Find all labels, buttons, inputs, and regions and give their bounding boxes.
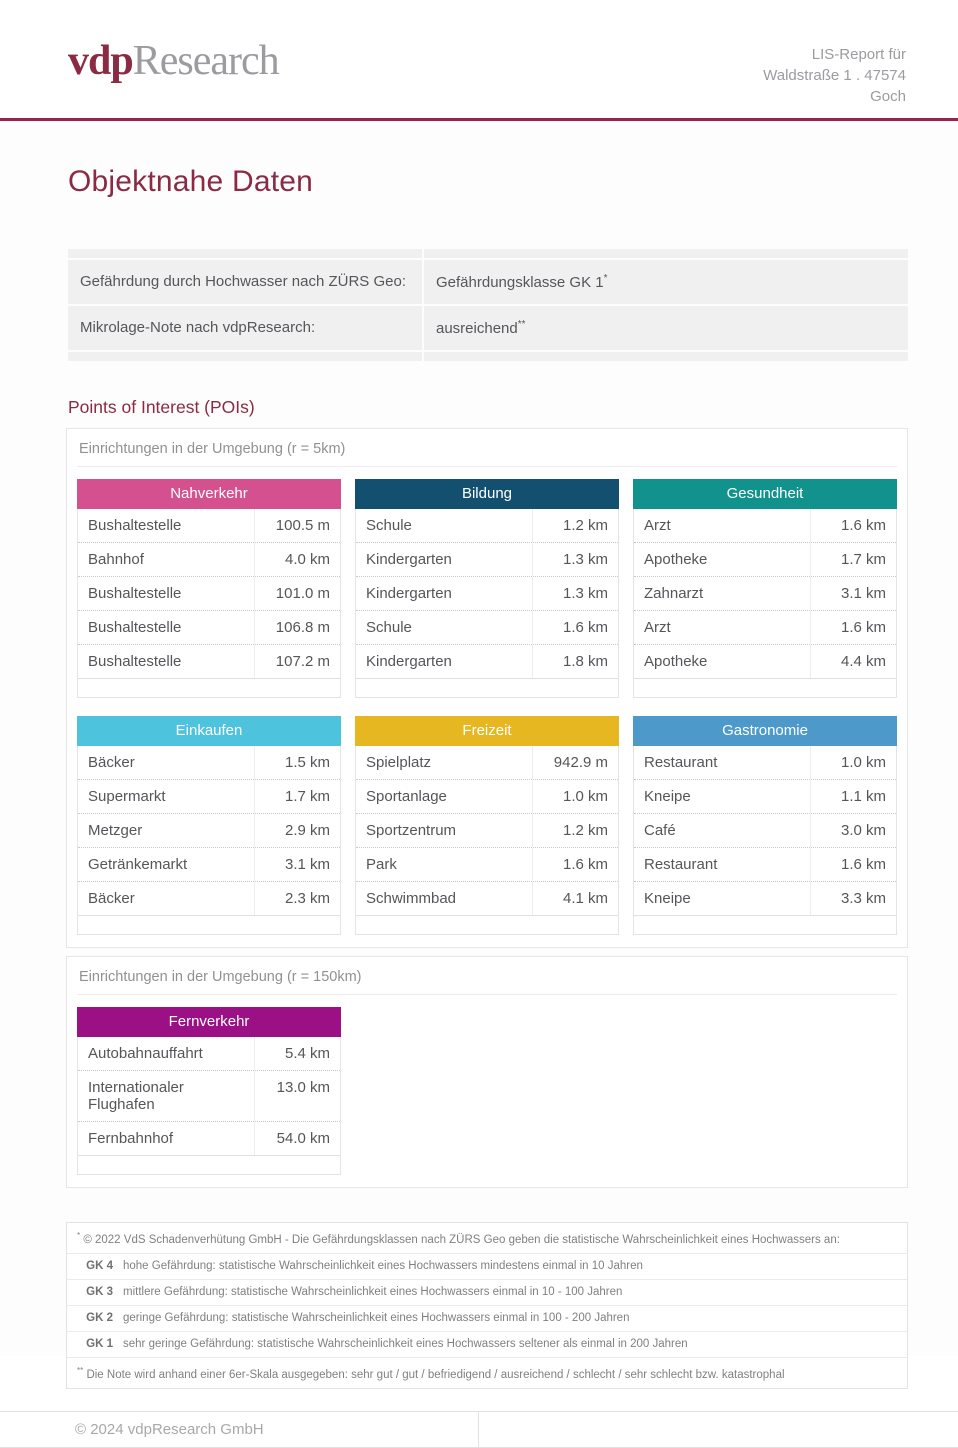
poi-distance: 1.1 km (810, 780, 896, 813)
gk-row (67, 1280, 907, 1306)
poi-distance: 1.2 km (532, 509, 618, 542)
poi-table-title: Freizeit (355, 716, 619, 746)
poi-row (78, 509, 340, 543)
poi-name: Sportanlage (366, 788, 447, 805)
gk-class-description: geringe Gefährdung: statistische Wahrscheinlichkeit eines Hochwassers einmal in 100 - 200 Jahren (123, 1311, 630, 1324)
logo-suffix: Research (132, 38, 279, 84)
poi-distance: 1.6 km (810, 509, 896, 542)
poi-row (78, 1037, 340, 1071)
poi-distance: 106.8 m (254, 611, 340, 644)
poi-name: Fernbahnhof (88, 1130, 174, 1147)
footnote-intro (67, 1223, 907, 1254)
poi-name: Arzt (644, 517, 671, 534)
poi-name: Internationaler Flughafen (88, 1079, 184, 1113)
summary-value-text: ausreichend (436, 320, 518, 337)
poi-name: Apotheke (644, 551, 708, 568)
poi-table-body (633, 509, 897, 698)
poi-name: Apotheke (644, 653, 708, 670)
poi-row (356, 611, 618, 645)
poi-table-fernverkehr (77, 1007, 341, 1175)
poi-row (78, 543, 340, 577)
poi-row (356, 848, 618, 882)
poi-group-label: Einrichtungen in der Umgebung (r = 150km) (77, 963, 897, 995)
poi-row (356, 543, 618, 577)
poi-name: Getränkemarkt (88, 856, 188, 873)
poi-distance: 1.7 km (254, 780, 340, 813)
poi-distance: 1.3 km (532, 543, 618, 576)
poi-name: Schule (366, 517, 412, 534)
poi-row (78, 746, 340, 780)
poi-name: Kindergarten (366, 585, 452, 602)
summary-pad (68, 352, 422, 361)
gk-row (67, 1306, 907, 1332)
hazard-summary-table (68, 249, 908, 361)
gk-class-label: GK 3 (86, 1285, 113, 1298)
poi-distance: 3.3 km (810, 882, 896, 915)
footnote-mark: ** (77, 1365, 84, 1375)
poi-distance: 1.0 km (810, 746, 896, 779)
footnote-intro-text: © 2022 VdS Schadenverhütung GmbH - Die Gefährdungsklassen nach ZÜRS Geo geben die statistische Wahrscheinlichkeit eines Hochwassers an: (83, 1233, 840, 1246)
poi-table-gesundheit (633, 479, 897, 698)
gk-class-label: GK 1 (86, 1337, 113, 1350)
poi-row (78, 814, 340, 848)
poi-name: Bushaltestelle (88, 619, 182, 636)
poi-table-einkaufen (77, 716, 341, 935)
poi-row (634, 848, 896, 882)
summary-pad (424, 352, 908, 361)
poi-name: Bushaltestelle (88, 585, 182, 602)
footnote-mark: ** (517, 319, 526, 330)
poi-distance: 942.9 m (532, 746, 618, 779)
poi-row (78, 611, 340, 645)
summary-value-text: Gefährdungsklasse GK 1 (436, 274, 604, 291)
poi-name: Metzger (88, 822, 143, 839)
poi-name: Kindergarten (366, 653, 452, 670)
poi-row (78, 848, 340, 882)
poi-row (634, 780, 896, 814)
poi-table-body (77, 1037, 341, 1175)
poi-distance: 100.5 m (254, 509, 340, 542)
gk-rows (67, 1254, 907, 1358)
poi-row (634, 645, 896, 679)
summary-row-value (424, 306, 908, 350)
poi-distance: 1.2 km (532, 814, 618, 847)
poi-name: Restaurant (644, 754, 718, 771)
poi-name: Kindergarten (366, 551, 452, 568)
poi-distance: 4.0 km (254, 543, 340, 576)
poi-tables-grid (77, 467, 897, 935)
summary-row-value (424, 260, 908, 304)
footer-copyright-cell (0, 1412, 479, 1447)
poi-row (78, 1122, 340, 1156)
poi-row (356, 814, 618, 848)
poi-name: Spielplatz (366, 754, 432, 771)
poi-row (78, 1071, 340, 1122)
poi-distance: 3.1 km (810, 577, 896, 610)
footnote-mark: * (77, 1231, 81, 1240)
poi-name: Kneipe (644, 890, 691, 907)
poi-row (78, 780, 340, 814)
summary-row-label: Gefährdung durch Hochwasser nach ZÜRS Geo: (68, 260, 422, 304)
poi-name: Bahnhof (88, 551, 144, 568)
poi-name: Supermarkt (88, 788, 166, 805)
poi-name: Café (644, 822, 676, 839)
report-city: Goch (870, 88, 906, 105)
poi-distance: 2.3 km (254, 882, 340, 915)
poi-distance: 1.6 km (532, 611, 618, 644)
poi-name: Bäcker (88, 890, 135, 907)
poi-distance: 1.3 km (532, 577, 618, 610)
gk-row (67, 1254, 907, 1280)
poi-distance: 1.5 km (254, 746, 340, 779)
poi-name: Sportzentrum (366, 822, 457, 839)
poi-table-title: Bildung (355, 479, 619, 509)
poi-row (78, 882, 340, 916)
poi-table-title: Fernverkehr (77, 1007, 341, 1037)
poi-row (634, 882, 896, 916)
poi-row (634, 611, 896, 645)
poi-table-freizeit (355, 716, 619, 935)
poi-distance: 3.1 km (254, 848, 340, 881)
poi-group-150km (66, 956, 908, 1188)
poi-name: Restaurant (644, 856, 718, 873)
poi-distance: 54.0 km (254, 1122, 340, 1155)
poi-row (634, 577, 896, 611)
poi-table-body (355, 746, 619, 935)
poi-distance: 1.6 km (810, 848, 896, 881)
poi-distance: 2.9 km (254, 814, 340, 847)
poi-table-body (355, 509, 619, 698)
poi-name: Park (366, 856, 397, 873)
poi-name: Schwimmbad (366, 890, 457, 907)
poi-row (356, 645, 618, 679)
poi-distance: 1.6 km (810, 611, 896, 644)
poi-distance: 1.8 km (532, 645, 618, 678)
poi-table-body (633, 746, 897, 935)
copyright-text: © 2024 vdpResearch GmbH (75, 1420, 264, 1438)
poi-name: Bushaltestelle (88, 653, 182, 670)
poi-distance: 4.1 km (532, 882, 618, 915)
poi-table-title: Gesundheit (633, 479, 897, 509)
gk-class-label: GK 2 (86, 1311, 113, 1324)
poi-name: Zahnarzt (644, 585, 704, 602)
poi-distance: 5.4 km (254, 1037, 340, 1070)
poi-name: Kneipe (644, 788, 691, 805)
brand-divider-rule (0, 118, 958, 121)
poi-distance: 13.0 km (254, 1071, 340, 1121)
footnote-mark: * (603, 273, 608, 284)
poi-table-title: Nahverkehr (77, 479, 341, 509)
poi-table-gastronomie (633, 716, 897, 935)
summary-pad (68, 249, 422, 258)
report-street: Waldstraße 1 . 47574 (763, 67, 906, 84)
report-address-block (763, 38, 906, 107)
poi-group-label: Einrichtungen in der Umgebung (r = 5km) (77, 435, 897, 467)
poi-tables-grid (77, 995, 897, 1175)
poi-row (78, 577, 340, 611)
poi-row (634, 814, 896, 848)
poi-table-bildung (355, 479, 619, 698)
poi-row (356, 577, 618, 611)
poi-table-nahverkehr (77, 479, 341, 698)
logo-prefix: vdp (68, 38, 133, 84)
poi-table-body (77, 509, 341, 698)
poi-table-title: Gastronomie (633, 716, 897, 746)
poi-row (634, 746, 896, 780)
poi-name: Schule (366, 619, 412, 636)
summary-pad (424, 249, 908, 258)
summary-row-label: Mikrolage-Note nach vdpResearch: (68, 306, 422, 350)
footnotes-box (66, 1222, 908, 1389)
poi-name: Bushaltestelle (88, 517, 182, 534)
footnote-note-text: Die Note wird anhand einer 6er-Skala ausgegeben: sehr gut / gut / befriedigend / ausreichend / schlecht / sehr schlecht bzw. katastrophal (86, 1368, 785, 1381)
poi-distance: 1.6 km (532, 848, 618, 881)
poi-section-title: Points of Interest (POIs) (68, 397, 255, 417)
gk-class-description: sehr geringe Gefährdung: statistische Wahrscheinlichkeit eines Hochwassers seltener als einmal in 200 Jahren (123, 1337, 688, 1350)
page-header (0, 0, 958, 118)
gk-row (67, 1332, 907, 1358)
poi-distance: 1.0 km (532, 780, 618, 813)
gk-class-description: mittlere Gefährdung: statistische Wahrscheinlichkeit eines Hochwassers einmal in 10 - 100 Jahren (123, 1285, 623, 1298)
poi-row (356, 780, 618, 814)
poi-row (356, 746, 618, 780)
page-footer (0, 1411, 958, 1448)
vdp-research-logo (68, 38, 279, 84)
gk-class-label: GK 4 (86, 1259, 113, 1272)
poi-row (356, 509, 618, 543)
poi-distance: 4.4 km (810, 645, 896, 678)
footer-empty-cell (479, 1412, 958, 1447)
poi-table-body (77, 746, 341, 935)
poi-distance: 1.7 km (810, 543, 896, 576)
poi-name: Arzt (644, 619, 671, 636)
poi-row (356, 882, 618, 916)
poi-distance: 107.2 m (254, 645, 340, 678)
poi-table-title: Einkaufen (77, 716, 341, 746)
poi-row (634, 543, 896, 577)
poi-distance: 3.0 km (810, 814, 896, 847)
page-title: Objektnahe Daten (68, 165, 314, 198)
footnote-note (67, 1358, 907, 1388)
poi-name: Autobahnauffahrt (88, 1045, 203, 1062)
gk-class-description: hohe Gefährdung: statistische Wahrscheinlichkeit eines Hochwassers mindestens einmal in 10 Jahren (123, 1259, 643, 1272)
poi-distance: 101.0 m (254, 577, 340, 610)
poi-row (78, 645, 340, 679)
poi-row (634, 509, 896, 543)
poi-name: Bäcker (88, 754, 135, 771)
poi-group-5km (66, 428, 908, 948)
report-type: LIS-Report für (811, 46, 906, 63)
